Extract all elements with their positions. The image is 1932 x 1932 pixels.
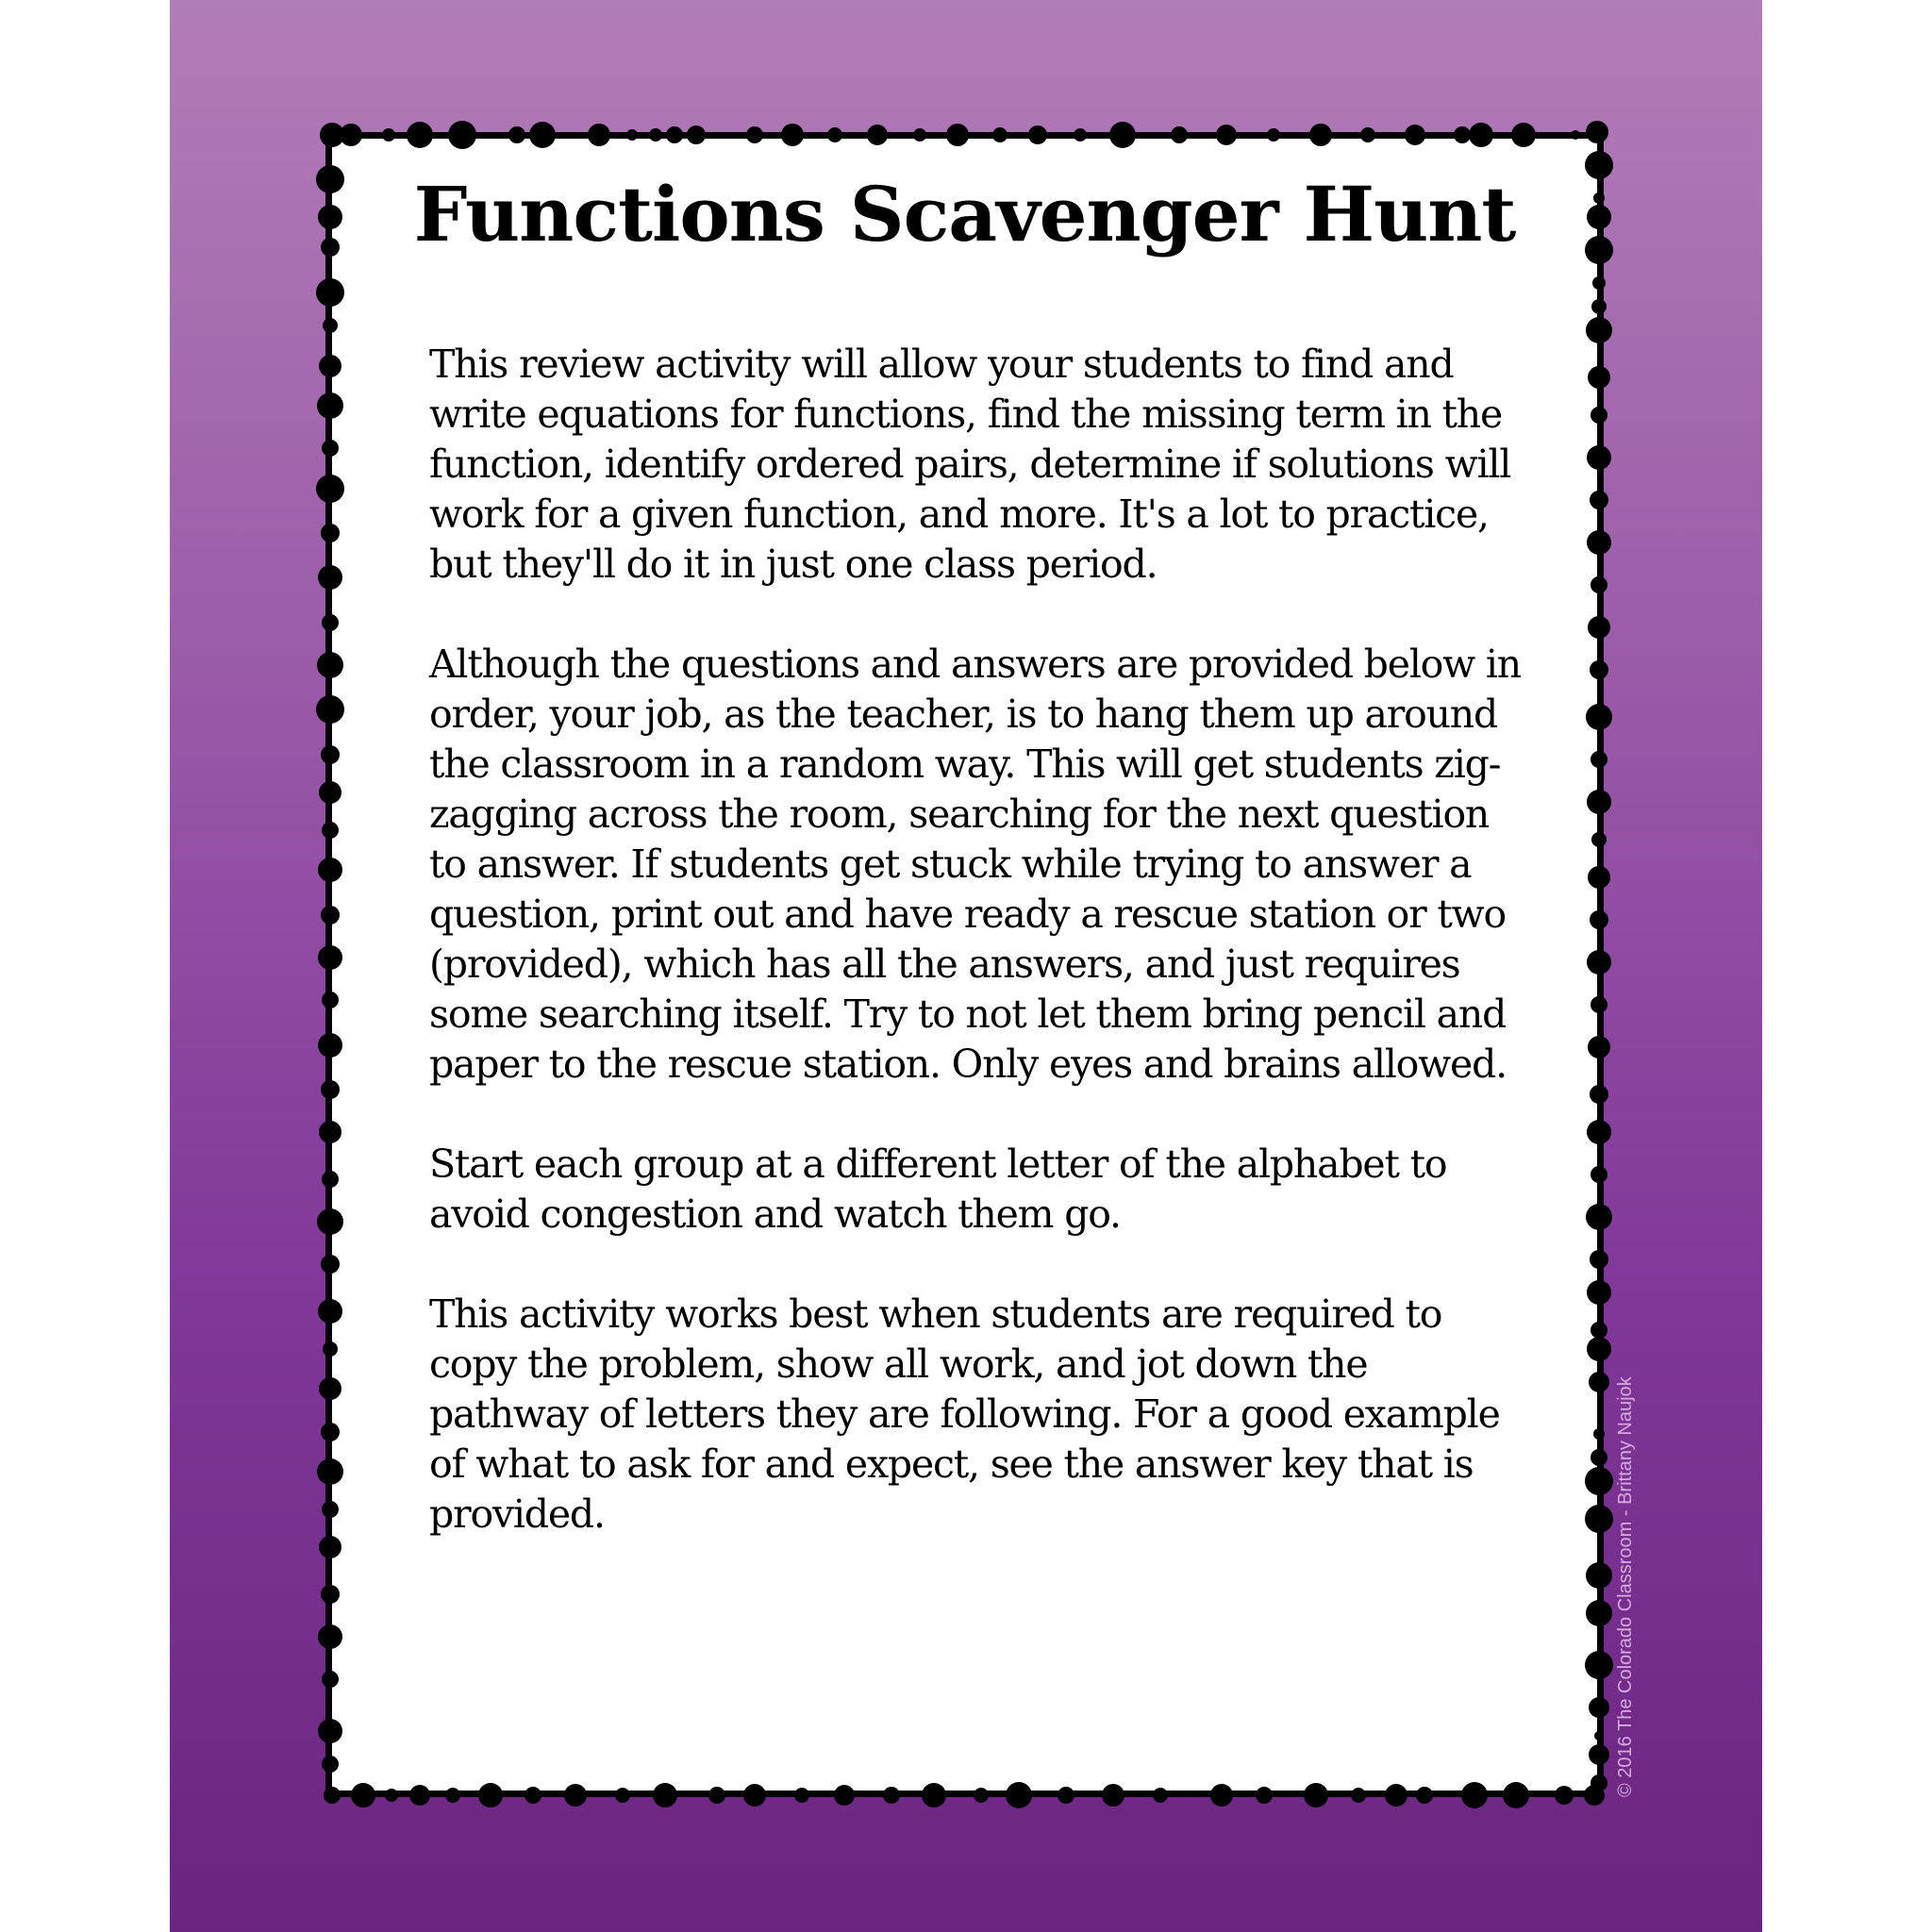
- setup-paragraph: Although the questions and answers are provided below in order, your job, as the teacher, is to hang them up around the classroom in a random way. This will get students zig-zagging across the room, searching for the next question to answer. If students get stuck while trying to answer a question, print out and have ready a rescue station or two (provided), which has all the answers, and just requires some searching itself. Try to not let them bring pencil and paper to the rescue station. Only eyes and brains allowed.: [429, 641, 1521, 1087]
- start-paragraph: Start each group at a different letter of the alphabet to avoid congestion and watch them go.: [429, 1141, 1447, 1237]
- intro-paragraph: This review activity will allow your students to find and write equations for functions, find the missing term in the function, identify ordered pairs, determine if solutions will work for a given function, and more. It's a lot to practice, but they'll do it in just one class period.: [429, 341, 1511, 587]
- copyright-notice: © 2016 The Colorado Classroom - Brittany Naujok: [1615, 1376, 1636, 1797]
- page-title: Functions Scavenger Hunt: [413, 170, 1516, 258]
- tips-paragraph: This activity works best when students are required to copy the problem, show all work, and jot down the pathway of letters they are following. For a good example of what to ask for and expect, see the answer key that is provided.: [429, 1291, 1500, 1537]
- document-body: [429, 340, 1524, 1590]
